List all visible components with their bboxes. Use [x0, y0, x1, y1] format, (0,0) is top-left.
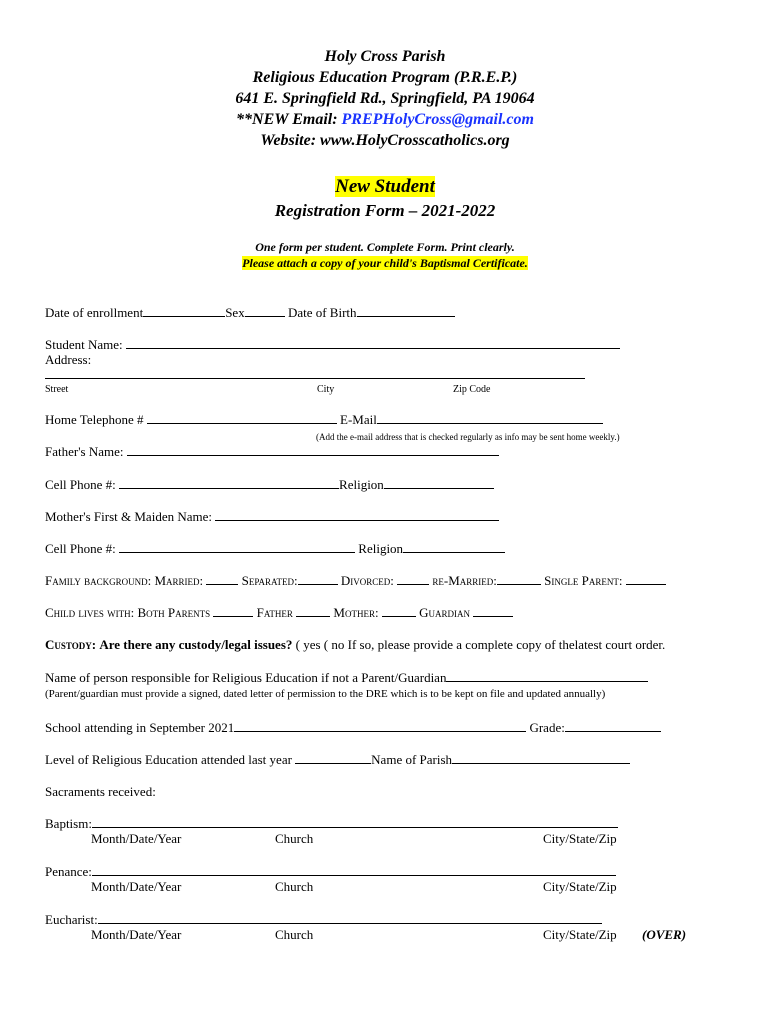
enrollment-field[interactable]	[143, 304, 225, 317]
cell-phone2-field[interactable]	[119, 540, 355, 553]
custody-label: Custody:	[45, 637, 97, 652]
responsible-field[interactable]	[446, 669, 648, 682]
sex-field[interactable]	[245, 304, 285, 317]
level-row	[45, 751, 630, 768]
penance-field[interactable]	[92, 863, 616, 876]
student-name-row	[45, 336, 620, 353]
single-parent-field[interactable]	[626, 572, 666, 585]
divorced-label: Divorced:	[340, 573, 394, 588]
parish-field[interactable]	[452, 751, 630, 764]
eucharist-field[interactable]	[98, 911, 602, 924]
custody-row	[45, 637, 665, 653]
separated-label: Separated:	[241, 573, 298, 588]
cell-phone-label: Cell Phone #:	[45, 477, 116, 492]
new-student-title: New Student	[335, 176, 435, 197]
separated-field[interactable]	[298, 572, 338, 585]
religion-field[interactable]	[384, 476, 494, 489]
child-lives-label: Child lives with:	[45, 605, 135, 620]
home-phone-field[interactable]	[147, 411, 337, 424]
single-parent-label: Single Parent:	[544, 573, 623, 588]
instruction-two: Please attach a copy of your child's Baptismal Certificate.	[242, 256, 528, 270]
eucharist-location-label: City/State/Zip	[543, 927, 617, 942]
baptism-field[interactable]	[92, 815, 618, 828]
email-line	[0, 111, 770, 129]
baptism-date-label: Month/Date/Year	[91, 831, 182, 846]
penance-row	[45, 863, 616, 880]
instruction-one: One form per student. Complete Form. Print clearly.	[255, 240, 515, 254]
child-lives-row	[45, 604, 513, 621]
father-label: Father	[256, 605, 293, 620]
student-name-label: Student Name:	[45, 337, 123, 352]
level-field[interactable]	[295, 751, 371, 764]
guardian-field[interactable]	[473, 604, 513, 617]
eucharist-date-label: Month/Date/Year	[91, 927, 182, 942]
mother-label: Mother:	[333, 605, 379, 620]
email-label: E-Mail	[340, 412, 377, 427]
religion2-label: Religion	[358, 541, 404, 556]
baptism-location-label: City/State/Zip	[543, 831, 617, 846]
married-field[interactable]	[206, 572, 238, 585]
father-name-field[interactable]	[127, 443, 499, 456]
divorced-field[interactable]	[397, 572, 429, 585]
over-label: (OVER)	[642, 927, 687, 942]
home-phone-label: Home Telephone #	[45, 412, 144, 427]
email-prefix: **NEW Email:	[236, 111, 342, 128]
school-field[interactable]	[234, 719, 526, 732]
zip-label: Zip Code	[453, 384, 491, 395]
eucharist-label: Eucharist:	[45, 912, 98, 927]
remarried-field[interactable]	[497, 572, 541, 585]
penance-location-label: City/State/Zip	[543, 879, 617, 894]
father-cell-row	[45, 476, 494, 493]
grade-label: Grade:	[529, 720, 565, 735]
email-note: (Add the e-mail address that is checked regularly as info may be sent home weekly.)	[316, 432, 620, 442]
eucharist-row	[45, 911, 602, 928]
dob-label: Date of Birth	[287, 305, 357, 320]
mother-row	[45, 508, 499, 525]
parish-name: Holy Cross Parish	[324, 48, 446, 65]
grade-field[interactable]	[565, 719, 661, 732]
responsible-label: Name of person responsible for Religious Education if not a Parent/Guardian	[45, 670, 447, 685]
enrollment-label: Date of enrollment	[45, 305, 144, 320]
school-row	[45, 719, 661, 736]
mother-name-label: Mother's First & Maiden Name:	[45, 509, 212, 524]
registration-title: Registration Form – 2021-2022	[274, 201, 496, 220]
sex-label: Sex	[225, 305, 245, 320]
program-name: Religious Education Program (P.R.E.P.)	[252, 69, 518, 86]
penance-church-label: Church	[275, 879, 314, 894]
enrollment-row	[45, 304, 455, 321]
address-label: Address:	[45, 352, 92, 367]
father-field[interactable]	[296, 604, 330, 617]
sacraments-label: Sacraments received:	[45, 784, 156, 799]
phone-email-row	[45, 411, 603, 428]
mother-name-field[interactable]	[215, 508, 499, 521]
student-name-field[interactable]	[126, 336, 620, 349]
mother-cell-row	[45, 540, 505, 557]
dob-field[interactable]	[357, 304, 455, 317]
school-label: School attending in September 2021	[45, 720, 235, 735]
baptism-row	[45, 815, 618, 832]
responsible-row	[45, 669, 648, 686]
address-field[interactable]	[45, 378, 585, 379]
baptism-church-label: Church	[275, 831, 314, 846]
parish-label: Name of Parish	[371, 752, 453, 767]
mother-field[interactable]	[382, 604, 416, 617]
email-field[interactable]	[377, 411, 603, 424]
both-parents-field[interactable]	[213, 604, 253, 617]
family-label: Family background:	[45, 573, 152, 588]
cell-phone-field[interactable]	[119, 476, 339, 489]
website-line: Website: www.HolyCrosscatholics.org	[260, 132, 510, 149]
both-parents-label: Both Parents	[137, 605, 211, 620]
parish-address: 641 E. Springfield Rd., Springfield, PA 19064	[235, 90, 535, 107]
custody-rest: ( yes ( no If so, please provide a complete copy of thelatest court order.	[295, 637, 666, 652]
married-label: Married:	[154, 573, 204, 588]
street-label: Street	[45, 384, 69, 395]
custody-question: Are there any custody/legal issues?	[99, 637, 293, 652]
family-background-row	[45, 572, 666, 589]
city-label: City	[317, 384, 335, 395]
guardian-label: Guardian	[419, 605, 470, 620]
religion2-field[interactable]	[403, 540, 505, 553]
eucharist-church-label: Church	[275, 927, 314, 942]
email-link[interactable]: PREPHolyCross@gmail.com	[341, 111, 534, 128]
baptism-label: Baptism:	[45, 816, 92, 831]
penance-label: Penance:	[45, 864, 92, 879]
father-name-label: Father's Name:	[45, 444, 124, 459]
level-label: Level of Religious Education attended last year	[45, 752, 292, 767]
religion-label: Religion	[339, 477, 384, 492]
penance-date-label: Month/Date/Year	[91, 879, 182, 894]
responsible-note: (Parent/guardian must provide a signed, dated letter of permission to the DRE which is to be kept on file and updated annually)	[45, 688, 606, 700]
cell-phone2-label: Cell Phone #:	[45, 541, 116, 556]
remarried-label: re-Married:	[432, 573, 497, 588]
father-row	[45, 443, 499, 460]
